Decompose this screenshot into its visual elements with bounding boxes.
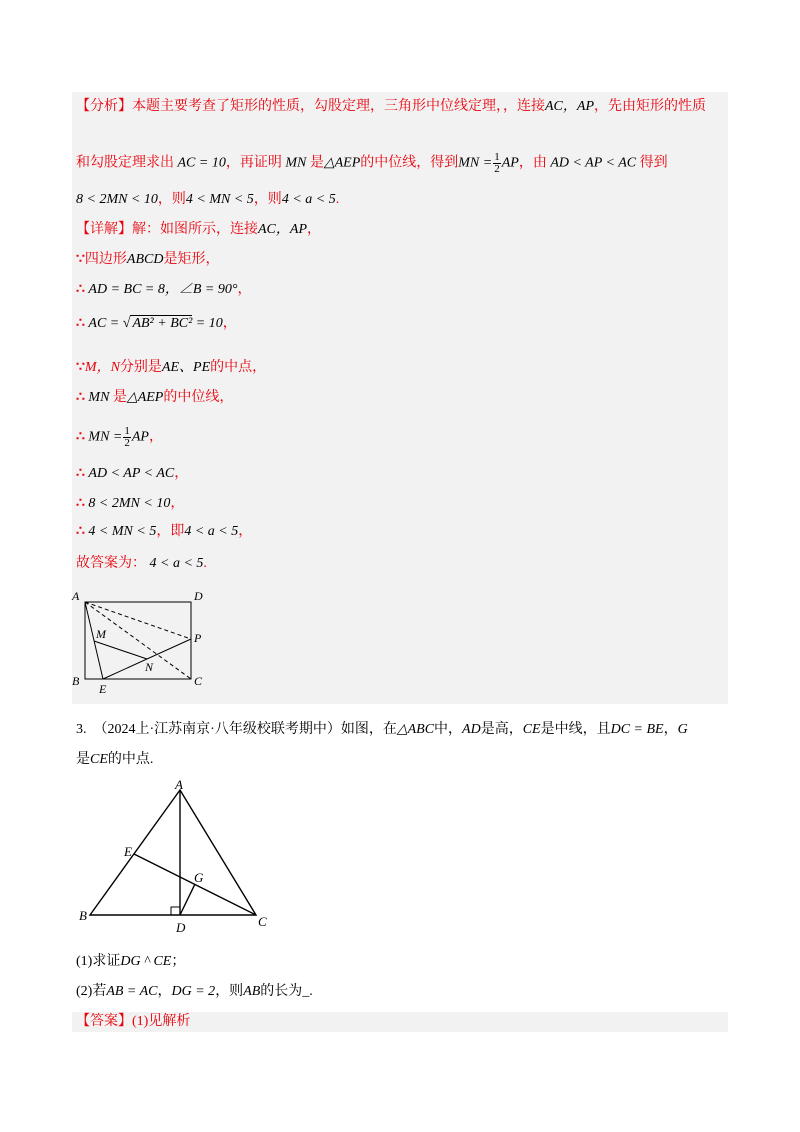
label-e: E: [124, 844, 132, 859]
fraction: $\frac{1}{2}$: [124, 425, 130, 449]
label-g: G: [194, 870, 204, 885]
rectangle-figure: [70, 586, 210, 698]
label-c: C: [258, 914, 267, 929]
triangle-abc: [90, 790, 256, 915]
detail-line-5: ∵M，N分别是AE、PE的中点，: [76, 360, 267, 375]
detail-line-7: ∴ MN = $\frac{1}{2}$ AP，: [76, 425, 163, 449]
detail-line-6: ∴ MN 是△AEP的中位线，: [76, 390, 234, 405]
label-m: M: [96, 627, 106, 641]
analysis-line-1: 【分析】本题主要考查了矩形的性质，勾股定理，三角形中位线定理，，连接AC，AP，先由矩形的性质: [76, 99, 706, 114]
label-e: E: [99, 682, 107, 696]
answer-text: (1)见解析: [132, 1014, 191, 1029]
problem-source: （2024上·江苏南京·八年级校联考期中）: [93, 722, 341, 737]
answer-line: [76, 1012, 190, 1032]
label-a: A: [72, 589, 80, 603]
label-b: B: [72, 674, 80, 688]
detail-line-11: 故答案为： 4 < a < 5.: [76, 556, 207, 571]
detail-line-8: ∴ AD < AP < AC，: [76, 466, 189, 481]
detail-line-10: ∴ 4 < MN < 5，即4 < a < 5，: [76, 524, 253, 539]
problem3-line-1: 3. （2024上·江苏南京·八年级校联考期中）如图，在△ABC中，AD是高，CE是中线，且DC = BE，G: [76, 722, 688, 737]
label-b: B: [79, 908, 87, 923]
detail-line-1: 【详解】解：如图所示，连接AC，AP，: [76, 222, 321, 237]
label-c: C: [194, 674, 203, 688]
question-2: (2)若AB = AC，DG = 2，则AB的长为_.: [76, 984, 313, 999]
segment-mn: [94, 641, 147, 659]
triangle-figure: [72, 778, 282, 938]
right-angle-mark: [171, 907, 180, 915]
detail-line-2: ∵四边形ABCD是矩形，: [76, 252, 220, 267]
label-a: A: [175, 778, 183, 792]
detail-line-3: ∴ AD = BC = 8，∠B = 90°，: [76, 282, 252, 297]
detail-line-9: ∴ 8 < 2MN < 10，: [76, 496, 185, 511]
answer-tag: 【答案】: [76, 1014, 132, 1029]
label-d: D: [176, 920, 186, 935]
problem-number: 3.: [76, 722, 87, 737]
analysis-line-2: 和勾股定理求出 AC = 10，再证明 MN 是△AEP的中位线，得到MN = $\frac{1}{2}$ AP，由 AD < AP < AC 得到: [76, 151, 668, 175]
detail-line-4: ∴ AC = √ AB² + BC² = 10，: [76, 316, 237, 331]
square-root: AB² + BC²: [132, 316, 193, 331]
label-p: P: [194, 631, 202, 645]
analysis-tag: 【分析】: [76, 99, 132, 114]
analysis-line-3: 8 < 2MN < 10，则4 < MN < 5，则4 < a < 5.: [76, 192, 340, 207]
question-1: (1)求证DG ^ CE；: [76, 954, 186, 969]
detail-tag: 【详解】: [76, 222, 132, 237]
label-d: D: [194, 589, 203, 603]
segment-dg: [180, 884, 195, 915]
label-n: N: [145, 660, 154, 674]
problem3-line-2: 是CE的中点.: [76, 752, 154, 767]
fraction: $\frac{1}{2}$: [494, 151, 500, 175]
